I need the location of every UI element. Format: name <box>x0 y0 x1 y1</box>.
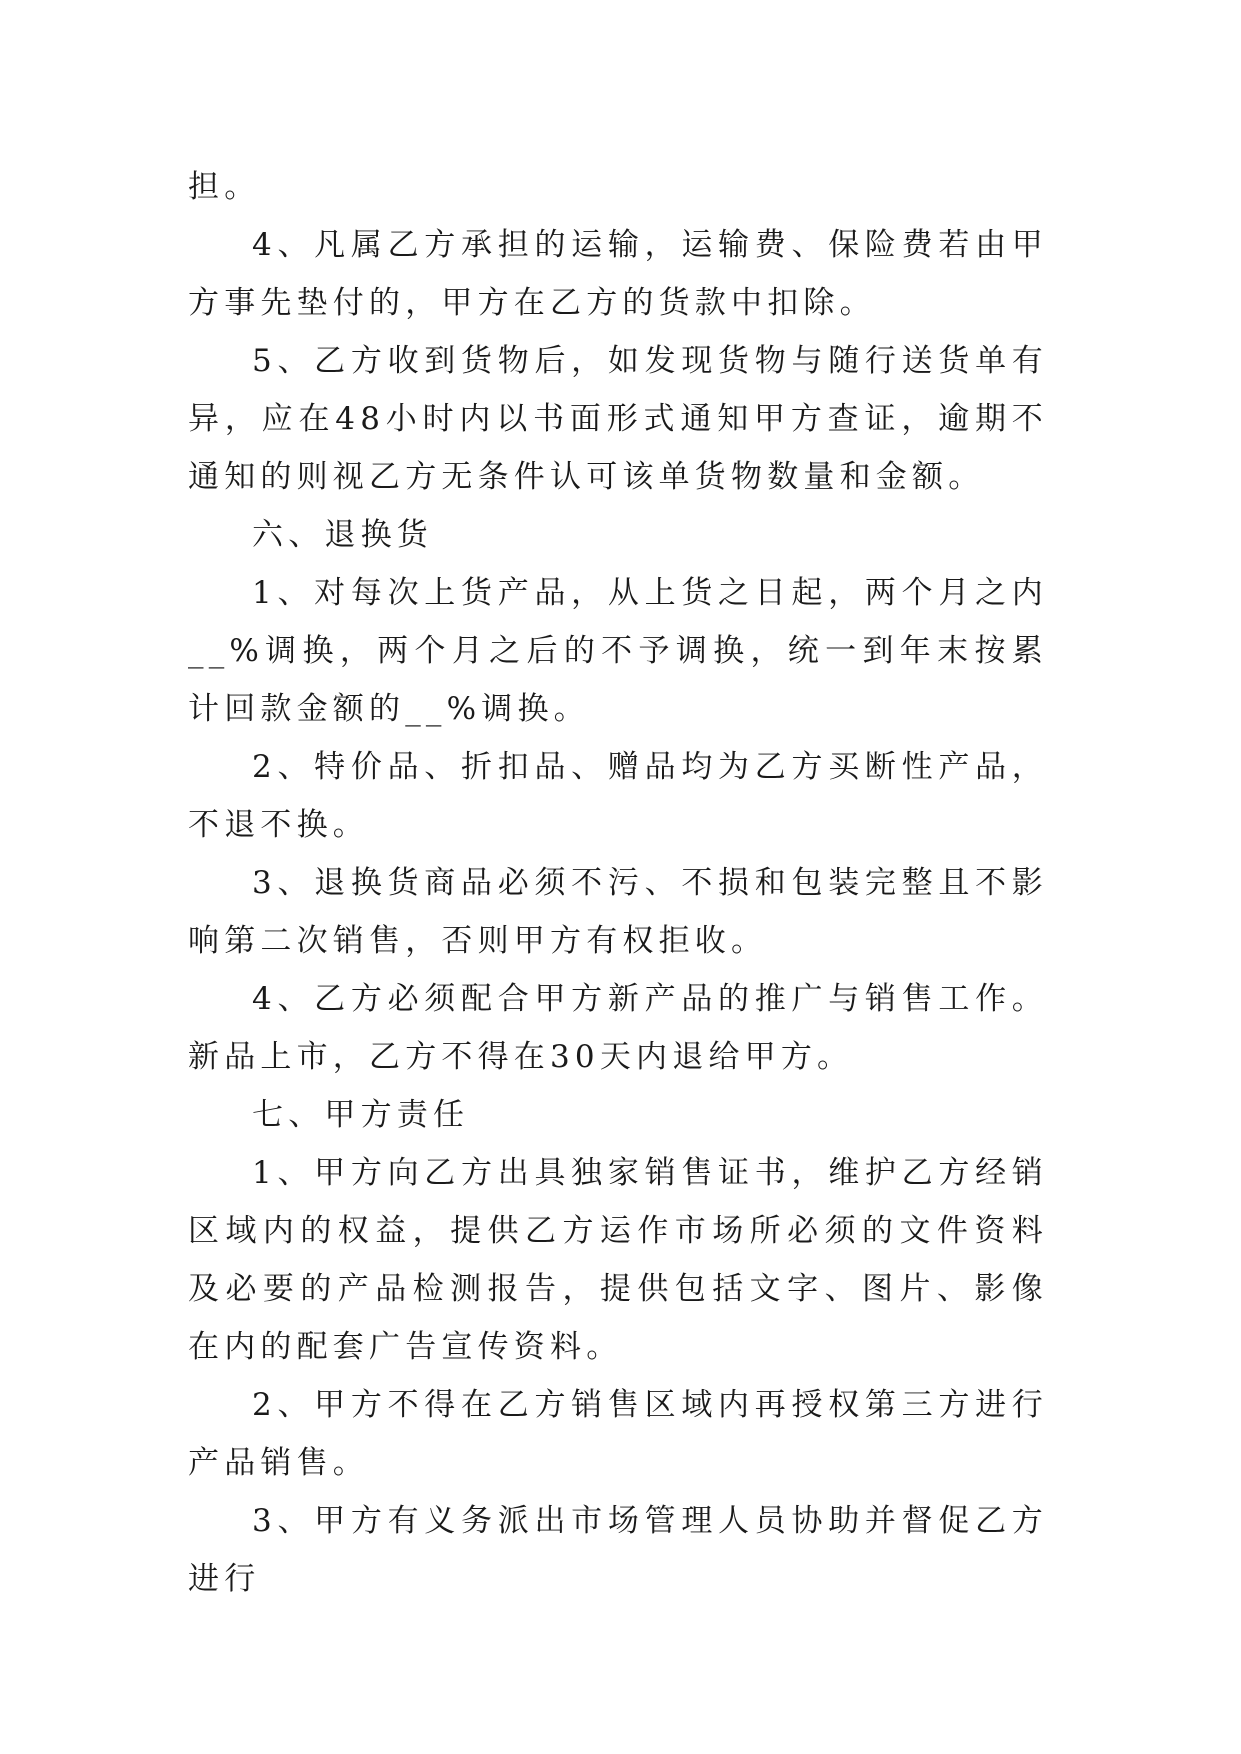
paragraph-1: 4、凡属乙方承担的运输，运输费、保险费若由甲方事先垫付的，甲方在乙方的货款中扣除。 <box>188 227 1048 321</box>
paragraph-9: 1、甲方向乙方出具独家销售证书，维护乙方经销区域内的权益，提供乙方运作市场所必须的文件资料及必要的产品检测报告，提供包括文字、图片、影像在内的配套广告宣传资料。 <box>188 1155 1048 1365</box>
paragraph-10: 2、甲方不得在乙方销售区域内再授权第三方进行产品销售。 <box>188 1387 1048 1481</box>
paragraph-6: 3、退换货商品必须不污、不损和包装完整且不影响第二次销售，否则甲方有权拒收。 <box>188 865 1048 959</box>
paragraph-11: 3、甲方有义务派出市场管理人员协助并督促乙方进行 <box>188 1503 1048 1597</box>
paragraph-5: 2、特价品、折扣品、赠品均为乙方买断性产品，不退不换。 <box>188 749 1048 843</box>
paragraph-2: 5、乙方收到货物后，如发现货物与随行送货单有异，应在48小时内以书面形式通知甲方查证，逾期不通知的则视乙方无条件认可该单货物数量和金额。 <box>188 343 1048 495</box>
paragraph-0: 担。 <box>188 169 261 205</box>
section-heading-party-a: 七、甲方责任 <box>252 1097 470 1133</box>
section-heading-returns: 六、退换货 <box>252 517 433 553</box>
paragraph-7: 4、乙方必须配合甲方新产品的推广与销售工作。新品上市，乙方不得在30天内退给甲方。 <box>188 981 1048 1075</box>
document-body <box>188 158 1048 1608</box>
paragraph-4: 1、对每次上货产品，从上货之日起，两个月之内__%调换，两个月之后的不予调换，统一到年末按累计回款金额的__%调换。 <box>188 575 1048 727</box>
